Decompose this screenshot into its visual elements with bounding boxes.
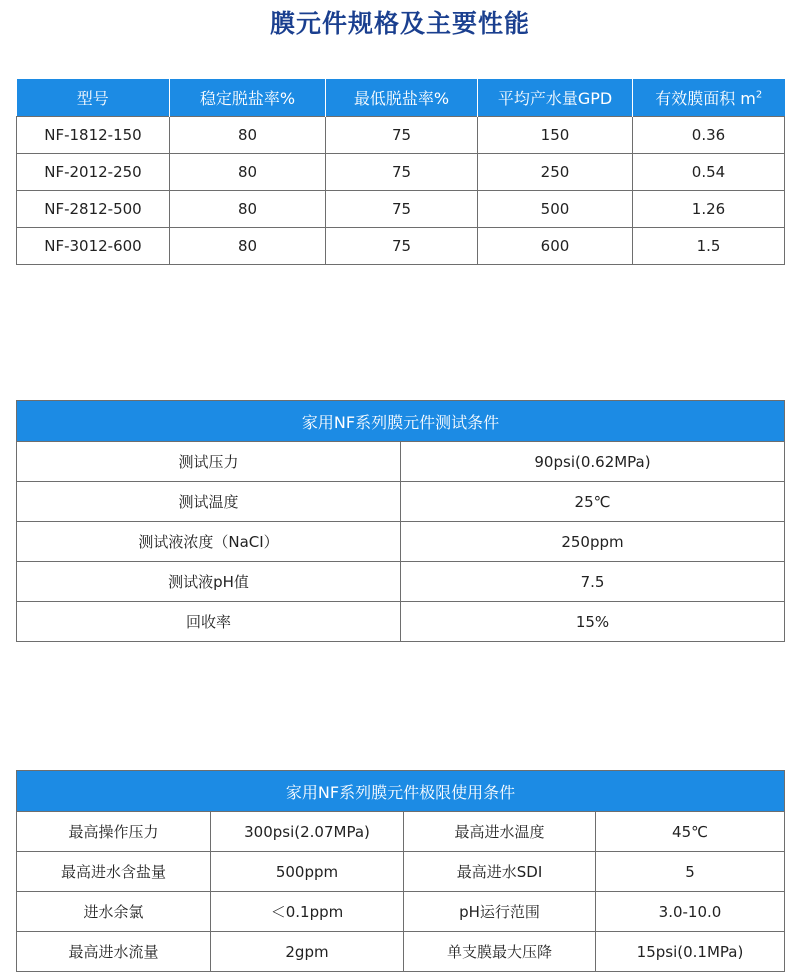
page-title: 膜元件规格及主要性能 bbox=[269, 9, 530, 38]
spec-cell: 0.36 bbox=[633, 117, 785, 154]
spec-header-flow: 平均产水量GPD bbox=[478, 79, 633, 117]
table-row bbox=[17, 117, 785, 154]
spec-header-area-sup: 2 bbox=[755, 89, 763, 101]
test-conditions-table bbox=[16, 400, 785, 642]
limit-value: 300psi(2.07MPa) bbox=[211, 812, 404, 852]
spec-header-area-label: 有效膜面积 m bbox=[655, 89, 756, 108]
test-table-title: 家用NF系列膜元件测试条件 bbox=[17, 401, 785, 442]
limit-label: 单支膜最大压降 bbox=[404, 932, 596, 972]
limit-label: 进水余氯 bbox=[17, 892, 211, 932]
limit-value: 3.0-10.0 bbox=[596, 892, 785, 932]
limit-header-row bbox=[17, 771, 785, 812]
spec-cell: 600 bbox=[478, 228, 633, 265]
limit-label: 最高进水SDI bbox=[404, 852, 596, 892]
spec-header-stable-rejection: 稳定脱盐率% bbox=[170, 79, 326, 117]
spec-cell: 80 bbox=[170, 228, 326, 265]
limit-label: 最高进水流量 bbox=[17, 932, 211, 972]
spec-table bbox=[16, 79, 785, 265]
table-row bbox=[17, 812, 785, 852]
spec-cell: NF-1812-150 bbox=[17, 117, 170, 154]
spec-header-row bbox=[17, 79, 785, 117]
spec-cell: 75 bbox=[326, 191, 478, 228]
table-row bbox=[17, 932, 785, 972]
spec-header-area bbox=[633, 79, 785, 117]
spec-cell: 75 bbox=[326, 154, 478, 191]
table-row bbox=[17, 892, 785, 932]
limit-value: 5 bbox=[596, 852, 785, 892]
table-row bbox=[17, 602, 785, 642]
test-value: 15% bbox=[401, 602, 785, 642]
spec-header-model: 型号 bbox=[17, 79, 170, 117]
spec-cell: 75 bbox=[326, 117, 478, 154]
spec-header-min-rejection: 最低脱盐率% bbox=[326, 79, 478, 117]
spec-cell: NF-3012-600 bbox=[17, 228, 170, 265]
spec-cell: NF-2812-500 bbox=[17, 191, 170, 228]
test-header-row bbox=[17, 401, 785, 442]
test-label: 测试压力 bbox=[17, 442, 401, 482]
spec-cell: NF-2012-250 bbox=[17, 154, 170, 191]
spec-cell: 80 bbox=[170, 117, 326, 154]
table-row bbox=[17, 191, 785, 228]
limit-value: 15psi(0.1MPa) bbox=[596, 932, 785, 972]
table-row bbox=[17, 228, 785, 265]
spec-cell: 150 bbox=[478, 117, 633, 154]
table-row bbox=[17, 482, 785, 522]
spec-cell: 500 bbox=[478, 191, 633, 228]
limit-label: 最高进水含盐量 bbox=[17, 852, 211, 892]
limit-label: 最高操作压力 bbox=[17, 812, 211, 852]
limit-conditions-table bbox=[16, 770, 785, 972]
table-row bbox=[17, 852, 785, 892]
limit-value: 500ppm bbox=[211, 852, 404, 892]
limit-value: 45℃ bbox=[596, 812, 785, 852]
test-value: 7.5 bbox=[401, 562, 785, 602]
table-row bbox=[17, 522, 785, 562]
test-label: 测试液pH值 bbox=[17, 562, 401, 602]
limit-table-title: 家用NF系列膜元件极限使用条件 bbox=[17, 771, 785, 812]
limit-value: 2gpm bbox=[211, 932, 404, 972]
test-label: 测试液浓度（NaCI） bbox=[17, 522, 401, 562]
spec-cell: 1.26 bbox=[633, 191, 785, 228]
limit-value: ＜0.1ppm bbox=[211, 892, 404, 932]
limit-label: pH运行范围 bbox=[404, 892, 596, 932]
spec-cell: 80 bbox=[170, 154, 326, 191]
spec-cell: 80 bbox=[170, 191, 326, 228]
table-row bbox=[17, 154, 785, 191]
test-label: 测试温度 bbox=[17, 482, 401, 522]
spec-cell: 0.54 bbox=[633, 154, 785, 191]
limit-label: 最高进水温度 bbox=[404, 812, 596, 852]
spec-cell: 75 bbox=[326, 228, 478, 265]
spec-cell: 1.5 bbox=[633, 228, 785, 265]
test-value: 25℃ bbox=[401, 482, 785, 522]
table-row bbox=[17, 562, 785, 602]
test-value: 250ppm bbox=[401, 522, 785, 562]
table-row bbox=[17, 442, 785, 482]
test-value: 90psi(0.62MPa) bbox=[401, 442, 785, 482]
spec-cell: 250 bbox=[478, 154, 633, 191]
test-label: 回收率 bbox=[17, 602, 401, 642]
